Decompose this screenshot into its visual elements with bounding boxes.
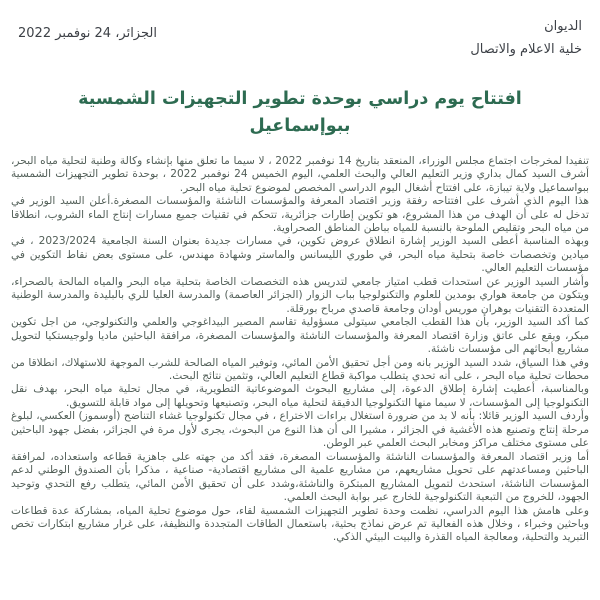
page-title [8,86,592,140]
body-paragraph: كما أكد السيد الوزير، بأن هذا القطب الجامعي سيتولى مسؤولية تقاسم المصير البيداغوجي والعلمي والتكنولوجي، من اجل تكوين مبكر، ويقع على عاتق وزارة اقتصاد المعرفة والمؤسسات الناشئة والمؤسسات المصغرة، مرافقة الباحثين ماديا ولوجيستكيا لتحويل مشاريع أبحاثهم الى مؤسسات ناشئة. [11,316,589,356]
body-paragraph: وأشار السيد الوزير عن استحدات قطب امتياز جامعي لتدريس هذه التخصصات الخاصة بتحلية مياه البحر والمياه المالحة بالصحراء، ويتكون من جامعة هواري بومدين للعلوم والتكنولوجيا بباب الزوار (الجزائر العاصمة) والمدرسة العليا للري بالبليدة والمدرسة الوطنية المتعددة التقنيات بوهران موريس أودان وجامعة قاصدي مرباح بورقلة. [11,275,589,315]
body-paragraph: وبهذه المناسبة أعطى السيد الوزير إشارة انطلاق عروض تكوين، في مسارات جديدة بعنوان السنة الجامعية 2023/2024 ، في ميادين وتخصصات خاصة بتحلية مياه البحر، في طوري الليسانس والماستر وشهادة مهندس، على مستوى بعض نقاط التكوين في مؤسسات التعليم العالي. [11,235,589,275]
document-body [8,155,592,545]
body-paragraph: وبالمناسبة، أعطيت إشارة إطلاق الدعوة، إلى مشاريع البحوث الموضوعاتية التطويرية، في مجال تحلية مياه البحر، بهدف نقل التكنولوجيا إلى المؤسسات، لا سيما منها التكنولوجيا الدقيقة لتحلية مياه البحر، وتصنيعها وتحويلها إلى مواد قابلة للتسويق. [11,383,589,409]
dateline: الجزائر، 24 نوفمبر 2022 [18,26,157,41]
body-paragraph: أما وزير اقتصاد المعرفة والمؤسسات الناشئة والمؤسسات المصغرة، فقد أكد من جهته على جاهزية قطاعه واستعداده، لمرافقة الباحثين ومساعدتهم على تحويل مشاريعهم، من مشاريع علمية الى مشاريع اقتصادية- صناعية ، مذكرا بأن الصندوق الوطني لدعم المؤسسات الناشئة، استحدث لتمويل المشاريع المبتكرة والناشئة،وشدد على أن تحقيق الأمن المائي، يتطلب رفع التحدي وتوحيد الجهود، للخروج من التبعية التكنولوجية للخارج عبر بوابة البحث العلمي. [11,450,589,504]
body-paragraph: هذا اليوم الذي أشرف على افتتاحه رفقة وزير اقتصاد المعرفة والمؤسسات الناشئة والمؤسسات المصغرة.أعلن السيد الوزير في تدخل له على أن الهدف من هذا المشروع، هو تكوين إطارات جزائرية، تتحكم في تقنيات جميع مسارات إنتاج الماء الشروب، انطلاقا من مياه البحر وتقليص الملوحة بالنسبة للمياه بباطن المناطق الصحراوية. [11,195,589,235]
org-name: الديوان [544,19,582,34]
body-paragraph: وأردف السيد الوزير قائلا: بأنه لا بد من ضرورة استغلال براءات الاختراع ، في مجال تكنولوجيا غشاء التناضح (أوسموز) العكسي، لبلوغ مرحلة إنتاج وتصنيع هذه الأغشية في الجزائر ، مشيرا الى أن هذا النوع من البحوث، يجرى لأول مرة في الجزائر، بفضل جهود الباحثين على مستوى مختلف مراكز ومخابر البحث العلمي عبر الوطن. [11,410,589,450]
page-title-line1: افتتاح يوم دراسي بوحدة تطوير التجهيزات الشمسية [78,88,522,109]
body-paragraph: وعلى هامش هذا اليوم الدراسي، نظمت وحدة تطوير التجهيزات الشمسية لقاء، حول موضوع تحلية المياه، بمشاركة عدة قطاعات وباحثين وخبراء ، وخلال هذه الفعالية تم عرض نماذج بحثية، باستعمال الطاقات المتجددة والنظيفة، على غرار مشاريع ابتكارات تخص التبريد والتحلية، ومعالجة المياه القذرة والبيت البيئي الذكي. [11,504,589,544]
document-header [8,16,592,62]
org-unit: خلية الاعلام والاتصال [470,41,582,57]
org-block [470,16,582,62]
page-title-line2: ببوإسماعيل [249,115,351,136]
body-paragraph: وفي هذا السياق، شدد السيد الوزير بانه ومن أجل تحقيق الأمن المائي، وتوفير المياه الصالحة للشرب الموجهة للاستهلاك، انطلاقا من محطات تحلية مياه البحر ، على أنه تحدي يتطلب مواكبة قطاع التعليم العالي، وتثمين نتائج البحث. [11,356,589,382]
body-paragraph: تنفيدا لمخرجات اجتماع مجلس الوزراء، المنعقد بتاريخ 14 نوفمبر 2022 ، لا سيما ما تعلق منها بإنشاء وكالة وطنية لتحلية مياه البحر، أشرف السيد كمال بداري وزير التعليم العالي والبحث العلمي، اليوم الخميس 24 نوفمبر 2022 ، بوحدة تطوير التجهيزات الشمسية ببواسماعيل ولاية تيبازة، على افتتاح أشغال اليوم الدراسي المخصص لموضوع تحلية مياه البحر. [11,154,589,194]
